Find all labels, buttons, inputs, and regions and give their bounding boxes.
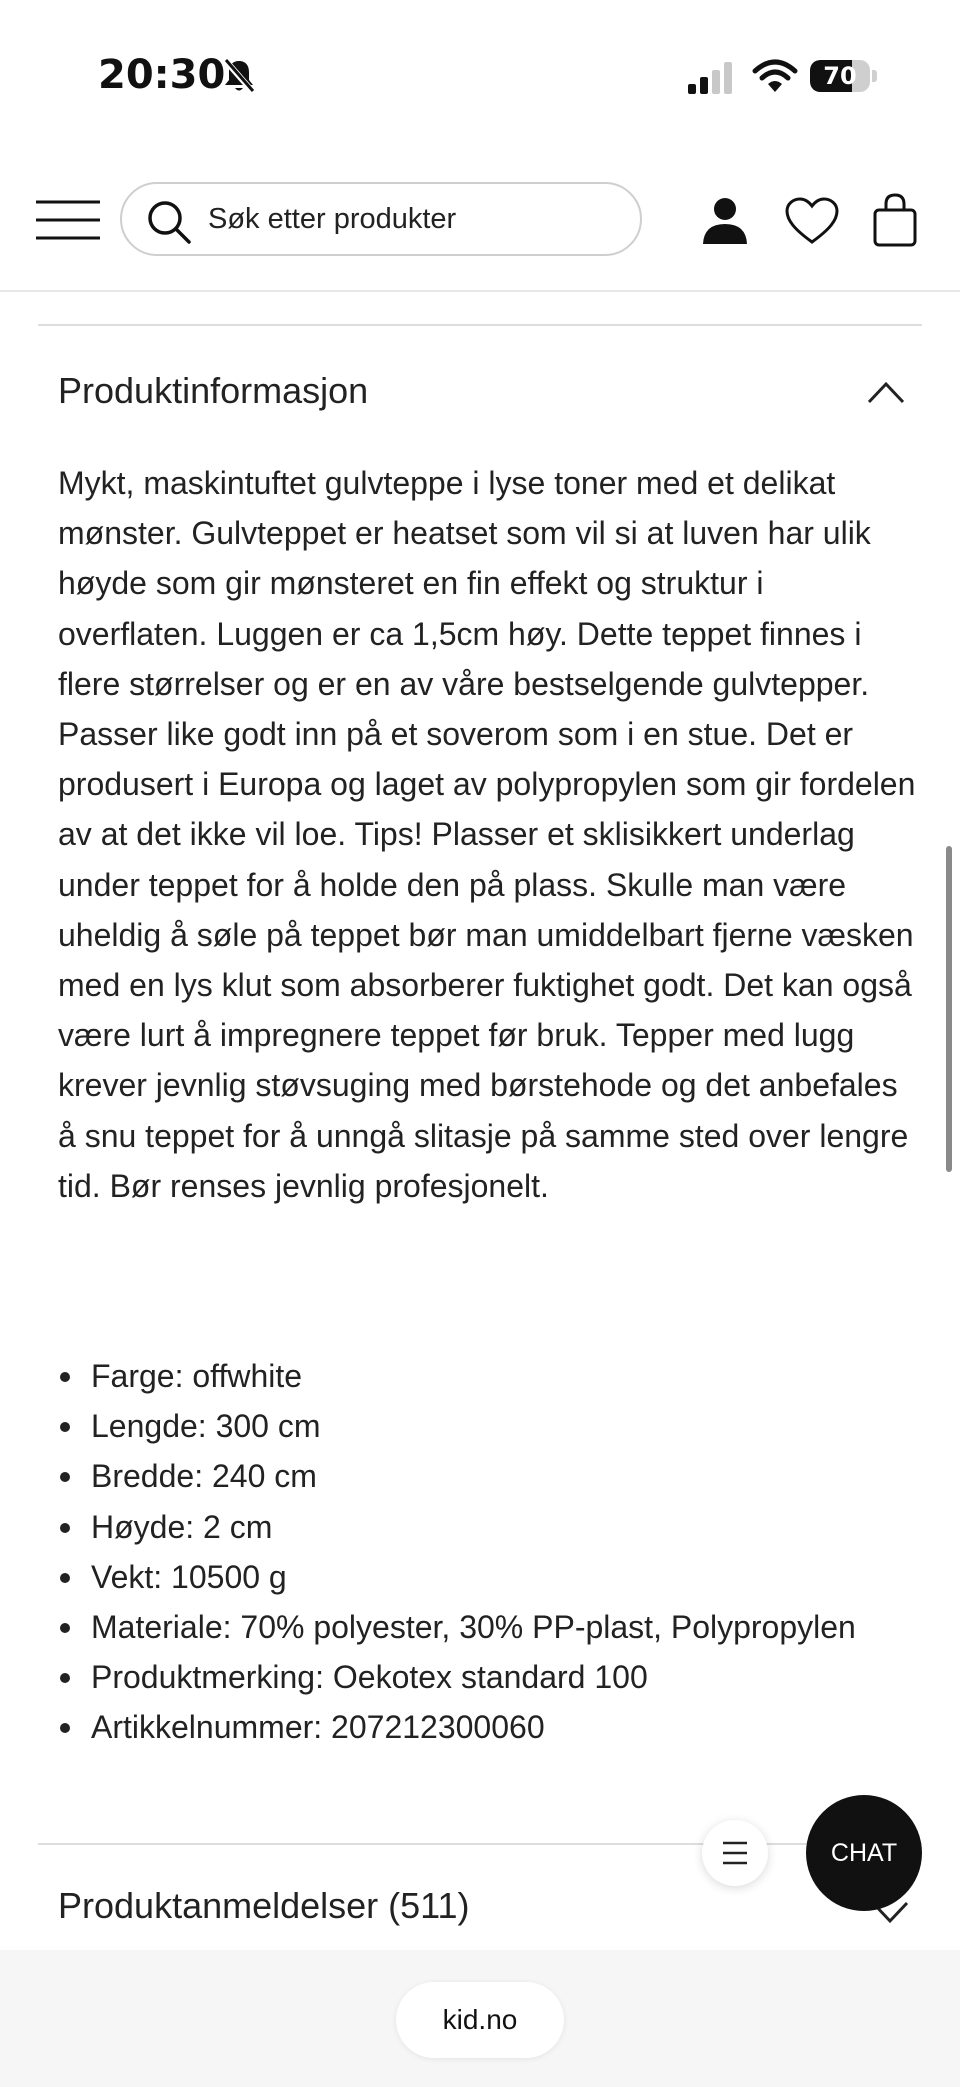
spec-item: Artikkelnummer: 207212300060: [58, 1702, 928, 1752]
search-box[interactable]: [120, 182, 642, 256]
spec-item: Vekt: 10500 g: [58, 1552, 928, 1602]
site-header: [0, 150, 960, 292]
chat-button[interactable]: CHAT: [806, 1795, 922, 1911]
spec-item: Farge: offwhite: [58, 1351, 928, 1401]
product-info-title: Produktinformasjon: [58, 370, 369, 411]
scrollbar[interactable]: [946, 846, 952, 1172]
section-divider: [38, 1843, 922, 1845]
section-divider: [38, 324, 922, 326]
search-input[interactable]: [208, 184, 618, 254]
battery-nub: [872, 70, 877, 82]
menu-icon[interactable]: [34, 198, 102, 242]
spec-item: Produktmerking: Oekotex standard 100: [58, 1652, 928, 1702]
wifi-icon: [752, 58, 798, 94]
status-time: 20:30: [98, 52, 226, 98]
spec-item: Bredde: 240 cm: [58, 1451, 928, 1501]
product-info-toggle[interactable]: [38, 360, 922, 430]
reviews-toggle[interactable]: Produktanmeldelser (511): [58, 1885, 470, 1926]
heart-icon[interactable]: [784, 196, 840, 246]
bell-slash-icon: [222, 58, 256, 94]
browser-bottom-bar: [0, 1950, 960, 2087]
product-description: Mykt, maskintuftet gulvteppe i lyse toner med et delikat mønster. Gulvteppet er heatset som vil si at luven har ulik høyde som gir mønsteret en fin effekt og struktur i overflaten. Luggen er ca 1,5cm høy. Dette teppet finnes i flere størrelser og er en av våre bestselgende gulvtepper. Passer like godt inn på et soverom som i en stue. Det er produsert i Europa og laget av polypropylen som gir fordelen av at det ikke vil loe. Tips! Plasser et sklisikkert underlag under teppet for å holde den på plass. Skulle man være uheldig å søle på teppet bør man umiddelbart fjerne væsken med en lys klut som absorberer fuktighet godt. Det kan også være lurt å impregnere teppet før bruk. Tepper med lugg krever jevnlig støvsuging med børstehode og det anbefales å snu teppet for å unngå slitasje på samme sted over lengre tid. Bør renses jevnlig profesjonelt.: [58, 465, 916, 1204]
battery-level: 70: [823, 62, 857, 90]
cellular-signal-icon: [688, 62, 736, 94]
table-of-contents-button[interactable]: [702, 1820, 768, 1886]
status-bar: [0, 0, 960, 150]
spec-item: Høyde: 2 cm: [58, 1502, 928, 1552]
search-icon[interactable]: [146, 199, 192, 245]
battery-icon: [810, 60, 870, 92]
url-bar[interactable]: kid.no: [396, 1982, 564, 2058]
spec-item: Lengde: 300 cm: [58, 1401, 928, 1451]
shopping-bag-icon[interactable]: [872, 192, 918, 248]
chevron-up-icon[interactable]: [866, 378, 906, 406]
list-icon: [721, 1840, 749, 1866]
user-icon[interactable]: [700, 196, 750, 246]
spec-item: Materiale: 70% polyester, 30% PP-plast, Polypropylen: [58, 1602, 928, 1652]
product-specs-list: [58, 1351, 928, 1753]
